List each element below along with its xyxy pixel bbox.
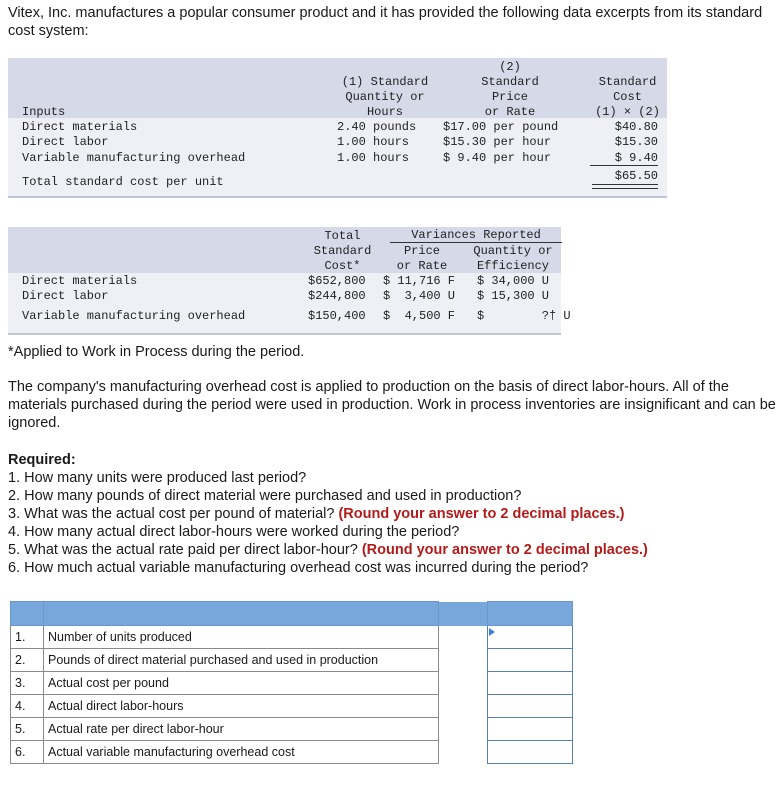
col-cost-header: Standard Cost (1) × (2) [595,75,660,119]
row-label: Variable manufacturing overhead [22,151,246,165]
row-cost: $ 9.40 [590,151,658,166]
required-item: 2. How many pounds of direct material were purchased and used in production? [8,488,522,504]
row-cost: $40.80 [614,120,658,134]
row-label: Variable manufacturing overhead [22,309,246,323]
required-item: 4. How many actual direct labor-hours were worked during the period? [8,524,460,540]
inputs-label: Inputs [22,105,66,119]
required-section [8,451,778,577]
row-qty-variance: $ 15,300 U [477,289,550,303]
row-total: $652,800 [308,274,366,288]
answer-input-labor-hours[interactable] [488,695,573,718]
intro-text: Vitex, Inc. manufactures a popular consumer product and it has provided the following data excerpts from its standard cost system: [8,5,763,39]
row-price: $ 9.40 per hour [443,151,552,165]
answer-input-overhead-cost[interactable] [488,741,573,764]
row-price-variance: $ 4,500 F [383,309,456,323]
row-label: Direct materials [22,274,138,288]
answer-input-pounds-material[interactable] [488,649,573,672]
row-qty-variance: $ ?† U [477,309,571,323]
row-price-variance: $ 3,400 U [383,289,456,303]
row-total: $150,400 [308,309,366,323]
row-label: Direct labor [22,135,109,149]
answer-table-header [11,602,573,626]
price-rate-header: Price or Rate [396,244,448,273]
footnote: *Applied to Work in Process during the period. [8,344,305,360]
answer-row: 1. Number of units produced [11,626,573,649]
row-qty: 1.00 hours [337,135,410,149]
variances-reported-header: Variances Reported [390,228,562,243]
required-title: Required: [8,452,76,468]
description-paragraph: The company's manufacturing overhead cost is applied to production on the basis of direct labor-hours. All of the materials purchased during the period were used in production. Work in process inventories are insignificant and can be ignored. [8,379,776,431]
row-price: $17.00 per pound [443,120,559,134]
table-rule [8,196,667,198]
required-item: 3. What was the actual cost per pound of material? (Round your answer to 2 decimal places.) [8,506,625,522]
answer-row: 3. Actual cost per pound [11,672,573,695]
answer-row: 5. Actual rate per direct labor-hour [11,718,573,741]
row-qty: 1.00 hours [337,151,410,165]
row-label: Direct labor [22,289,109,303]
total-label: Total standard cost per unit [22,175,224,189]
answer-row: 2. Pounds of direct material purchased and used in production [11,649,573,672]
row-total: $244,800 [308,289,366,303]
answer-input-rate-per-hour[interactable] [488,718,573,741]
required-item: 1. How many units were produced last period? [8,470,307,486]
answer-table [10,601,573,764]
answer-input-cost-per-pound[interactable] [488,672,573,695]
double-underline [592,184,658,189]
answer-row: 4. Actual direct labor-hours [11,695,573,718]
total-standard-header: Total Standard Cost* [313,229,372,273]
row-qty: 2.40 pounds [337,120,417,134]
row-price: $15.30 per hour [443,135,552,149]
row-price-variance: $ 11,716 F [383,274,456,288]
answer-input-units-produced[interactable] [488,626,573,649]
col-quantity-header: (1) Standard Quantity or Hours [341,75,429,119]
required-item: 5. What was the actual rate paid per direct labor-hour? (Round your answer to 2 decimal places.) [8,542,648,558]
required-item: 6. How much actual variable manufacturing overhead cost was incurred during the period? [8,560,589,576]
table-rule [8,333,561,335]
col-price-header: (2) Standard Price or Rate [481,60,539,119]
row-qty-variance: $ 34,000 U [477,274,550,288]
answer-row: 6. Actual variable manufacturing overhead cost [11,741,573,764]
total-cost: $65.50 [614,169,658,183]
row-cost: $15.30 [614,135,658,149]
row-label: Direct materials [22,120,138,134]
quantity-efficiency-header: Quantity or Efficiency [473,244,553,273]
